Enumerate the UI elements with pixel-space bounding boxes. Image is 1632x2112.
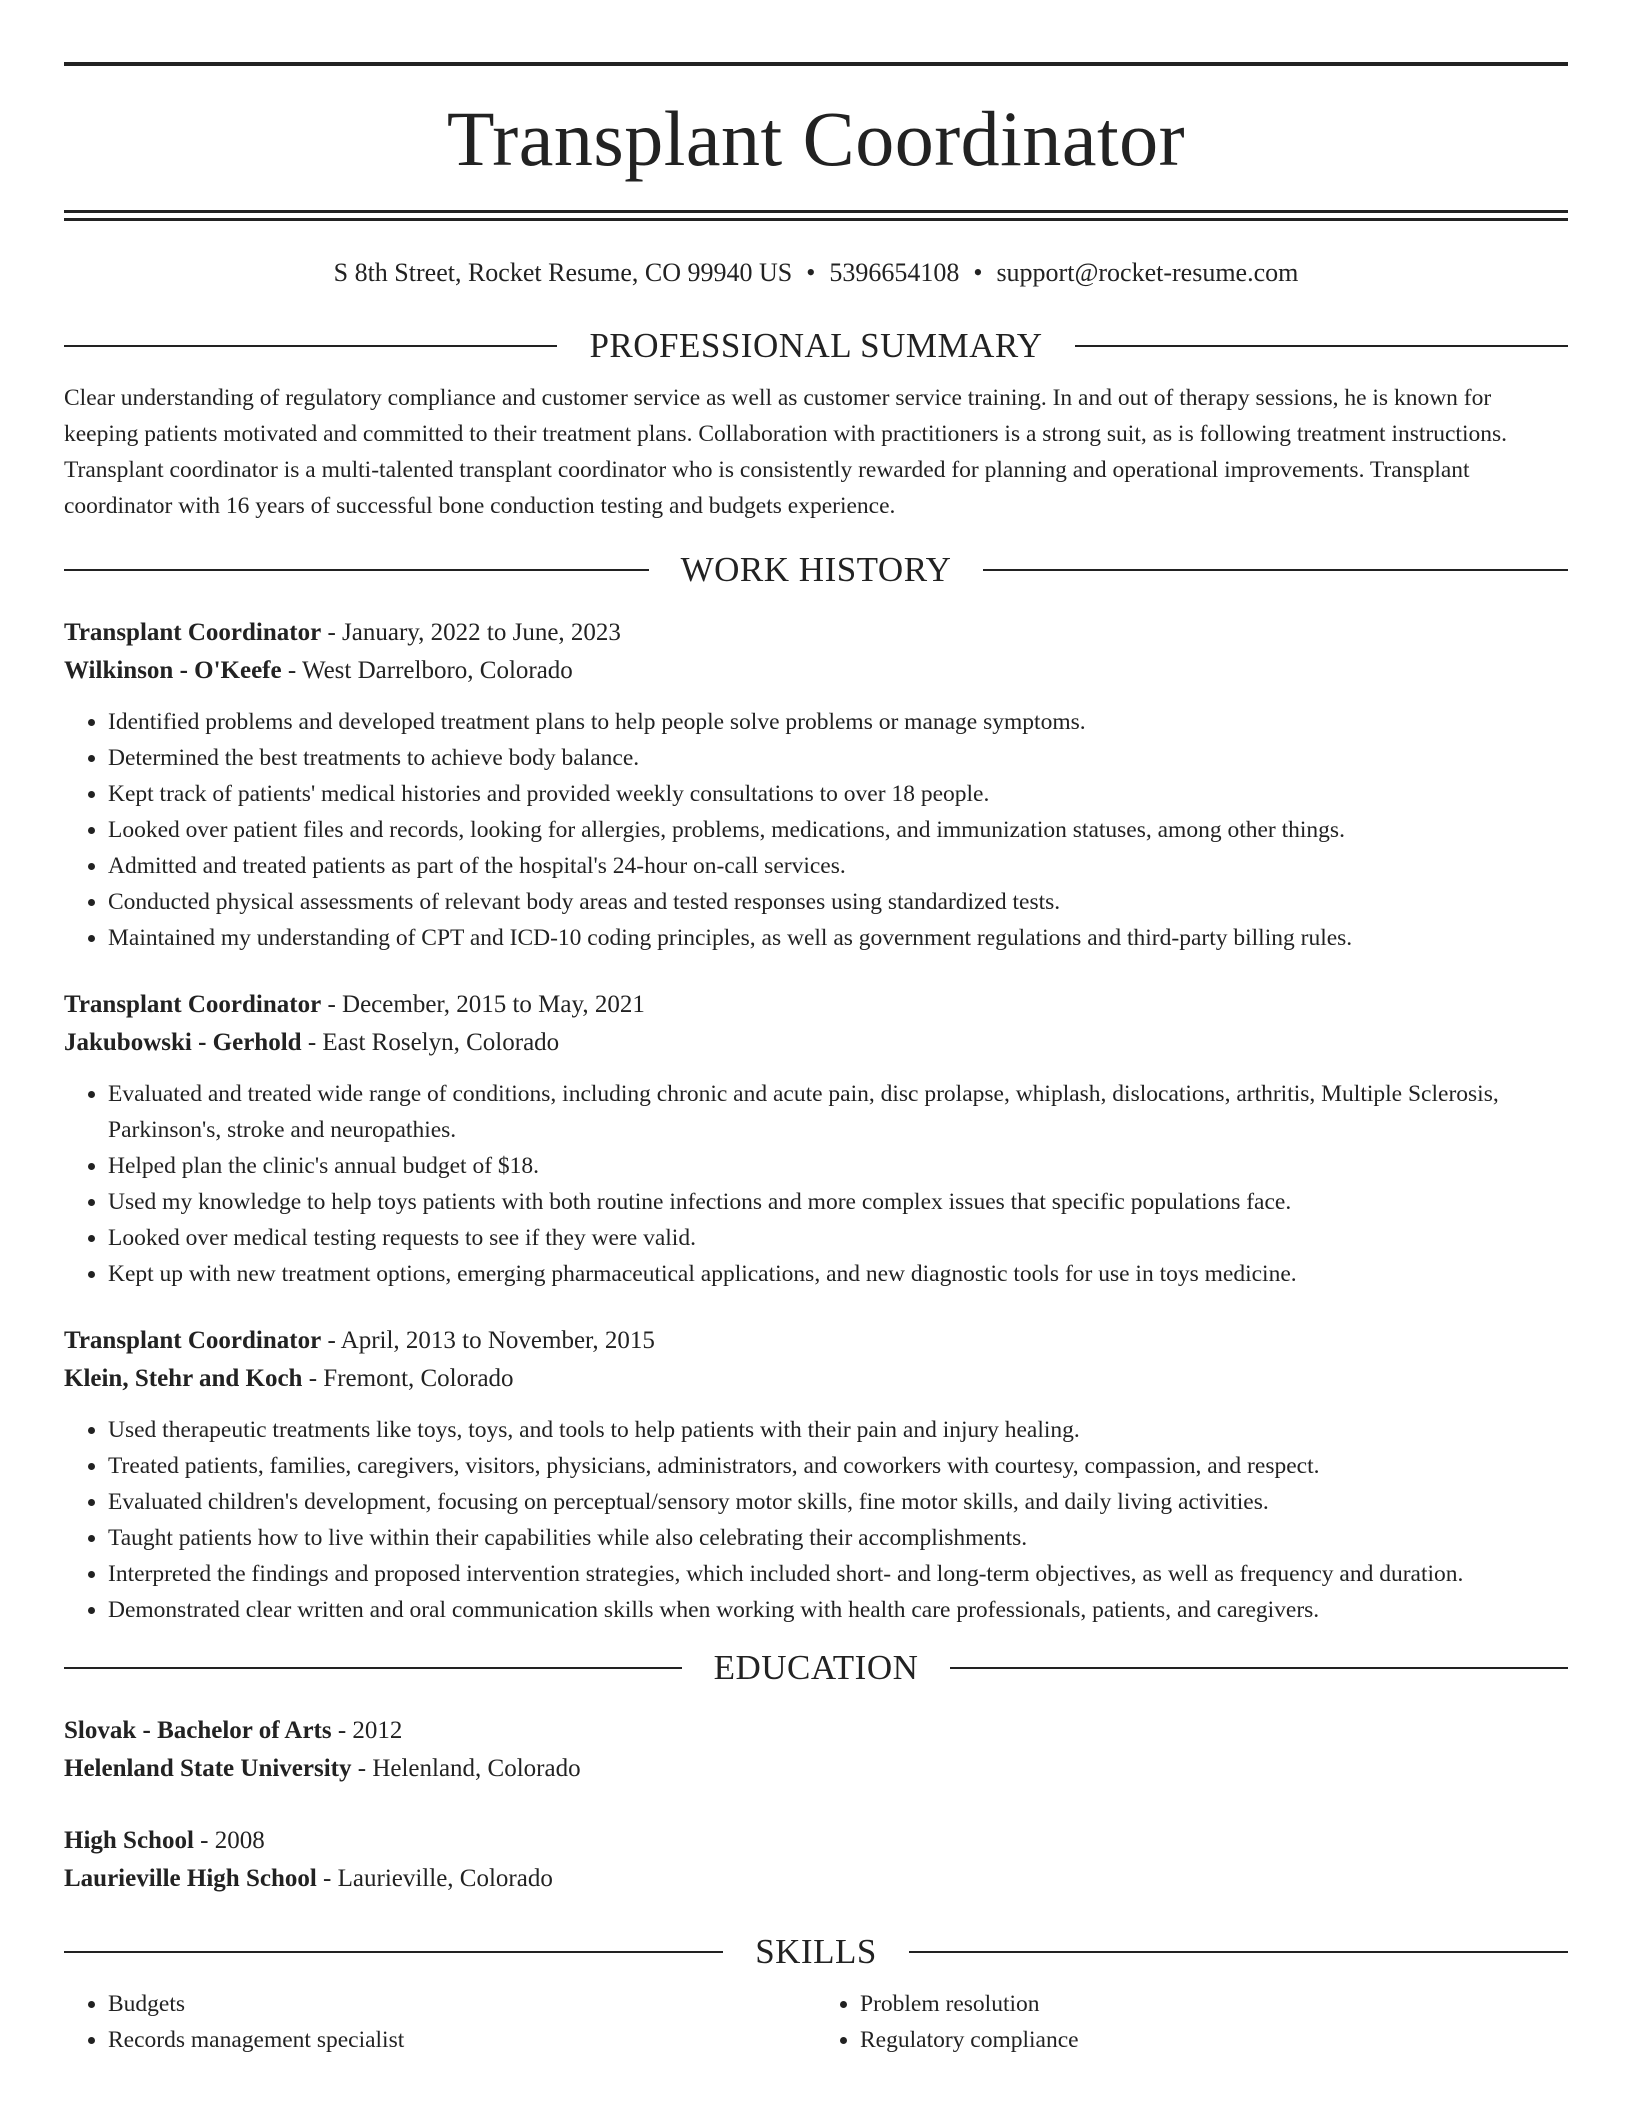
contact-separator: • — [973, 258, 983, 287]
list-item: • Taught patients how to live within their capabilities while also celebrating their accomplishments. — [108, 1520, 1568, 1556]
education-school: Helenland State University — [64, 1755, 352, 1783]
contact-line — [64, 257, 1568, 288]
skills-list-right — [816, 1986, 1568, 2058]
list-item: • Evaluated and treated wide range of conditions, including chronic and acute pain, disc prolapse, whiplash, dislocations, arthritis, Multiple Sclerosis, Parkinson's, stroke and neuropathies. — [108, 1076, 1568, 1148]
list-item: • Budgets — [108, 1986, 816, 2022]
job-location: - East Roselyn, Colorado — [301, 1029, 560, 1057]
job-company-line — [64, 1024, 1568, 1062]
education-school: Laurieville High School — [64, 1865, 317, 1893]
section-heading-skills — [64, 1932, 1568, 1972]
list-item: • Interpreted the findings and proposed intervention strategies, which included short- and long-term objectives, as well as frequency and duration. — [108, 1556, 1568, 1592]
job-dates: - January, 2022 to June, 2023 — [321, 619, 621, 647]
contact-separator: • — [806, 258, 816, 287]
list-item: • Maintained my understanding of CPT and ICD-10 coding principles, as well as government regulations and third-party billing rules. — [108, 920, 1568, 956]
section-heading-education — [64, 1648, 1568, 1688]
list-item: • Looked over patient files and records, looking for allergies, problems, medications, and immunization statuses, among other things. — [108, 812, 1568, 848]
job-company: Jakubowski - Gerhold — [64, 1029, 302, 1057]
contact-phone: 5396654108 — [829, 258, 960, 287]
job-location: - West Darrelboro, Colorado — [281, 657, 573, 685]
section-heading-summary — [64, 326, 1568, 366]
list-item: • Helped plan the clinic's annual budget of $18. — [108, 1148, 1568, 1184]
section-heading-label: EDUCATION — [713, 1648, 919, 1688]
job-company: Wilkinson - O'Keefe — [64, 657, 282, 685]
job-dates: - April, 2013 to November, 2015 — [321, 1327, 655, 1355]
list-item: • Treated patients, families, caregivers, visitors, physicians, administrators, and coworkers with courtesy, compassion, and respect. — [108, 1448, 1568, 1484]
list-item: • Demonstrated clear written and oral communication skills when working with health care professionals, patients, and caregivers. — [108, 1592, 1568, 1628]
job-dates: - December, 2015 to May, 2021 — [321, 991, 645, 1019]
job-title: Transplant Coordinator — [64, 619, 322, 647]
education-year: - 2008 — [193, 1827, 265, 1855]
job-bullets — [64, 1076, 1568, 1292]
contact-address: S 8th Street, Rocket Resume, CO 99940 US — [333, 258, 793, 287]
list-item: • Determined the best treatments to achieve body balance. — [108, 740, 1568, 776]
job-bullets — [64, 704, 1568, 956]
list-item: • Evaluated children's development, focusing on perceptual/sensory motor skills, fine motor skills, and daily living activities. — [108, 1484, 1568, 1520]
education-location: - Laurieville, Colorado — [316, 1865, 553, 1893]
summary-text: Clear understanding of regulatory compliance and customer service as well as customer service training. In and out of therapy sessions, he is known for keeping patients motivated and committed to their treatment plans. Collaboration with practitioners is a strong suit, as is following treatment instructions. Transplant coordinator is a multi-talented transplant coordinator who is consistently rewarded for planning and operational improvements. Transplant coordinator with 16 years of successful bone conduction testing and budgets experience. — [64, 385, 1508, 520]
skills-list-left — [64, 1986, 816, 2058]
education-location: - Helenland, Colorado — [351, 1755, 581, 1783]
job-company: Klein, Stehr and Koch — [64, 1365, 303, 1393]
job-title-line — [64, 986, 1568, 1024]
contact-email: support@rocket-resume.com — [996, 258, 1299, 287]
list-item: • Records management specialist — [108, 2022, 816, 2058]
education-school-line — [64, 1750, 1568, 1788]
job-entry — [64, 1322, 1568, 1628]
list-item: • Kept up with new treatment options, emerging pharmaceutical applications, and new diagnostic tools for use in toys medicine. — [108, 1256, 1568, 1292]
list-item: • Admitted and treated patients as part of the hospital's 24-hour on-call services. — [108, 848, 1568, 884]
education-school-line — [64, 1860, 1568, 1898]
skills-columns — [64, 1986, 1568, 2058]
education-degree-line — [64, 1712, 1568, 1750]
job-company-line — [64, 1360, 1568, 1398]
education-degree-line — [64, 1822, 1568, 1860]
education-entry — [64, 1712, 1568, 1788]
job-entry — [64, 614, 1568, 956]
job-title-line — [64, 614, 1568, 652]
list-item: • Problem resolution — [860, 1986, 1568, 2022]
list-item: • Regulatory compliance — [860, 2022, 1568, 2058]
job-title: Transplant Coordinator — [64, 1327, 322, 1355]
list-item: • Used my knowledge to help toys patients with both routine infections and more complex issues that specific populations face. — [108, 1184, 1568, 1220]
education-degree: Slovak - Bachelor of Arts — [64, 1717, 332, 1745]
list-item: • Identified problems and developed treatment plans to help people solve problems or manage symptoms. — [108, 704, 1568, 740]
job-title-line — [64, 1322, 1568, 1360]
list-item: • Conducted physical assessments of relevant body areas and tested responses using standardized tests. — [108, 884, 1568, 920]
education-entry — [64, 1822, 1568, 1898]
job-title: Transplant Coordinator — [64, 991, 322, 1019]
list-item: • Looked over medical testing requests to see if they were valid. — [108, 1220, 1568, 1256]
job-location: - Fremont, Colorado — [302, 1365, 514, 1393]
education-degree: High School — [64, 1827, 194, 1855]
section-heading-label: PROFESSIONAL SUMMARY — [589, 326, 1043, 366]
education-year: - 2012 — [331, 1717, 403, 1745]
top-rule — [64, 62, 1568, 66]
section-heading-label: SKILLS — [755, 1932, 877, 1972]
job-entry — [64, 986, 1568, 1292]
list-item: • Kept track of patients' medical histories and provided weekly consultations to over 18 people. — [108, 776, 1568, 812]
job-bullets — [64, 1412, 1568, 1628]
job-company-line — [64, 652, 1568, 690]
list-item: • Used therapeutic treatments like toys, toys, and tools to help patients with their pain and injury healing. — [108, 1412, 1568, 1448]
section-heading-work-history — [64, 550, 1568, 590]
resume-title: Transplant Coordinator — [446, 95, 1186, 182]
title-double-rule — [64, 210, 1568, 221]
section-heading-label: WORK HISTORY — [680, 550, 952, 590]
